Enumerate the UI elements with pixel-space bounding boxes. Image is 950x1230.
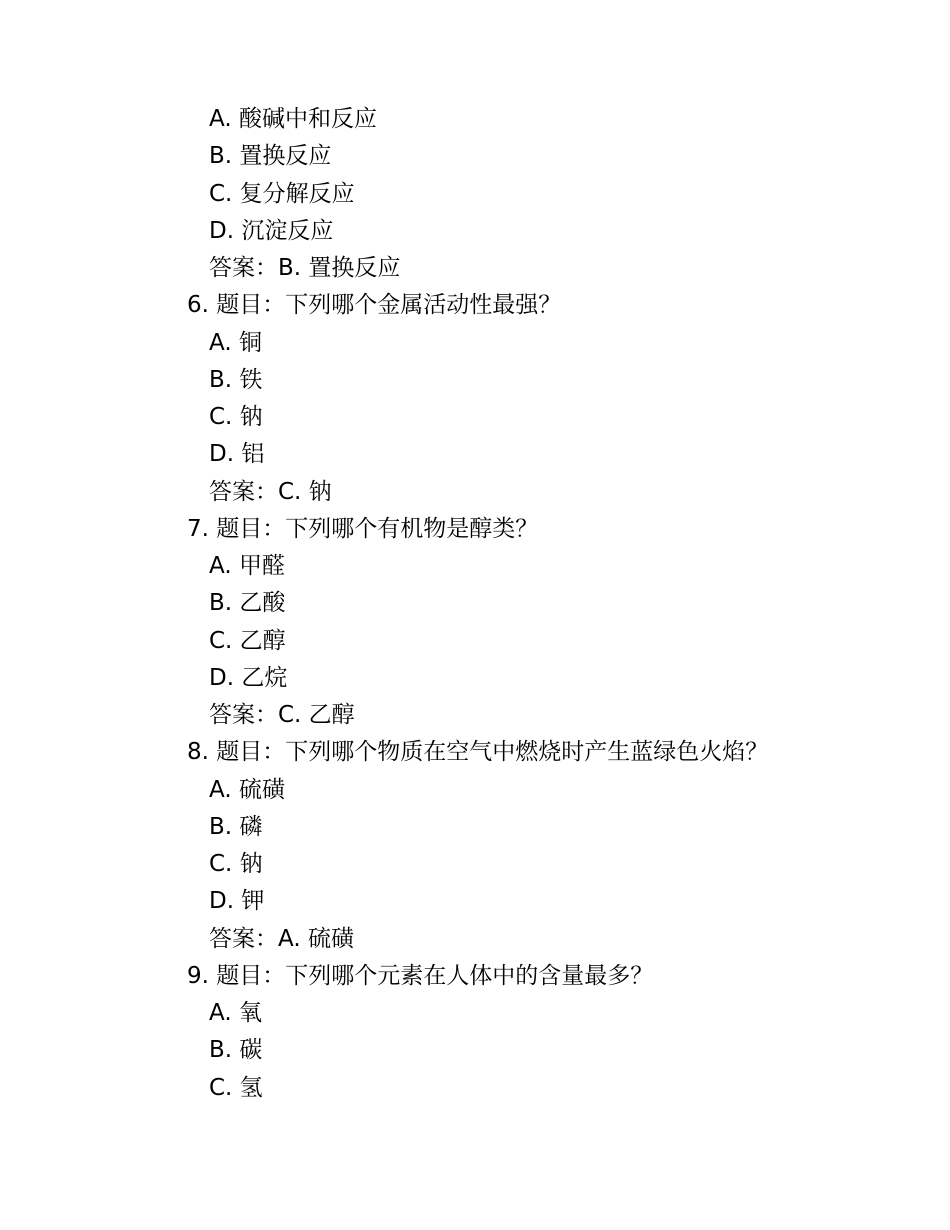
option-c: C. 氢 (209, 1074, 263, 1101)
answer-line: 答案：A. 硫磺 (209, 925, 354, 952)
option-b: B. 磷 (209, 813, 263, 840)
option-b: B. 铁 (209, 366, 263, 393)
question-title: 9. 题目：下列哪个元素在人体中的含量最多？ (187, 962, 654, 989)
option-b: B. 置换反应 (209, 143, 332, 170)
option-a: A. 酸碱中和反应 (209, 106, 377, 132)
option-a: A. 铜 (209, 329, 262, 356)
answer-line: 答案：C. 乙醇 (209, 702, 355, 728)
document-page (0, 101, 950, 1107)
option-b: B. 乙酸 (209, 590, 286, 617)
option-b: B. 碳 (209, 1037, 263, 1064)
option-c: C. 钠 (209, 404, 263, 430)
option-d: D. 乙烷 (209, 664, 288, 691)
option-a: A. 硫磺 (209, 776, 285, 803)
answer-line: 答案：B. 置换反应 (209, 255, 401, 281)
option-c: C. 乙醇 (209, 627, 286, 654)
option-c: C. 复分解反应 (209, 180, 355, 207)
option-a: A. 甲醛 (209, 553, 285, 579)
question-title: 8. 题目：下列哪个物质在空气中燃烧时产生蓝绿色火焰？ (187, 739, 769, 766)
option-a: A. 氧 (209, 1000, 262, 1026)
option-c: C. 钠 (209, 851, 263, 877)
option-d: D. 铝 (209, 441, 265, 468)
question-title: 6. 题目：下列哪个金属活动性最强？ (187, 292, 562, 319)
answer-line: 答案：C. 钠 (209, 478, 332, 505)
question-title: 7. 题目：下列哪个有机物是醇类？ (187, 515, 539, 542)
option-d: D. 钾 (209, 888, 265, 915)
option-d: D. 沉淀反应 (209, 217, 334, 244)
